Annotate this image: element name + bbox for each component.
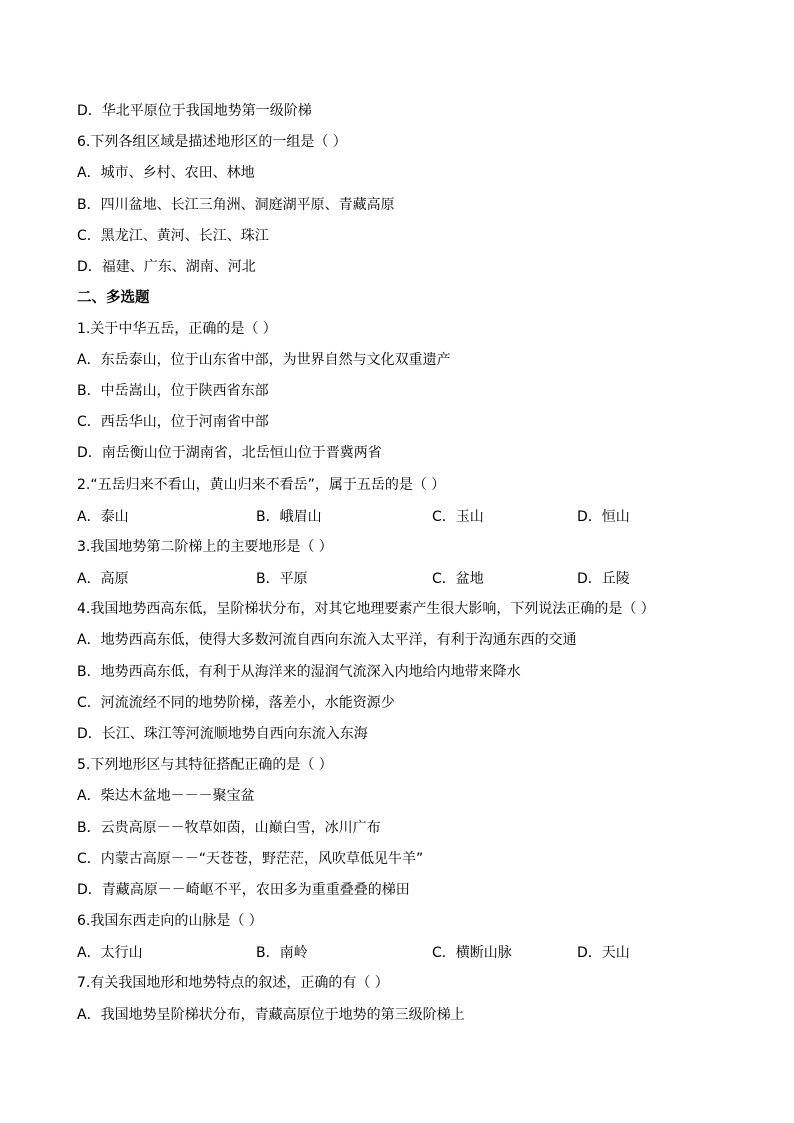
mc6-option-c: C．横断山脉 (432, 945, 512, 961)
mc3-option-b: B．平原 (256, 571, 308, 587)
mc4-option-d: D．长江、珠江等河流顺地势自西向东流入东海 (77, 726, 368, 742)
mc2-option-a: A．泰山 (77, 509, 129, 525)
mc-question-5: 5.下列地形区与其特征搭配正确的是（ ） (77, 757, 333, 773)
mc2-option-c: C．玉山 (432, 509, 484, 525)
mc3-option-a: A．高原 (77, 571, 129, 587)
question-6: 6.下列各组区域是描述地形区的一组是（ ） (77, 134, 347, 150)
q6-option-b: B．四川盆地、长江三角洲、洞庭湖平原、青藏高原 (77, 197, 395, 213)
mc2-option-d: D．恒山 (577, 509, 630, 525)
mc3-option-d: D．丘陵 (577, 571, 630, 587)
mc4-option-a: A．地势西高东低，使得大多数河流自西向东流入太平洋，有利于沟通东西的交通 (77, 632, 577, 648)
mc-question-1: 1.关于中华五岳，正确的是（ ） (77, 321, 277, 337)
mc-question-7: 7.有关我国地形和地势特点的叙述，正确的有（ ） (77, 975, 389, 991)
mc-question-6: 6.我国东西走向的山脉是（ ） (77, 913, 263, 929)
mc6-option-a: A．太行山 (77, 945, 143, 961)
mc1-option-b: B．中岳嵩山，位于陕西省东部 (77, 383, 269, 399)
mc3-option-c: C．盆地 (432, 571, 484, 587)
mc1-option-d: D．南岳衡山位于湖南省，北岳恒山位于晋冀两省 (77, 445, 382, 461)
section-heading-multiple-choice: 二、多选题 (77, 290, 150, 306)
mc-question-3: 3.我国地势第二阶梯上的主要地形是（ ） (77, 539, 333, 555)
mc-question-4: 4.我国地势西高东低，呈阶梯状分布，对其它地理要素产生很大影响，下列说法正确的是（ ） (77, 601, 655, 617)
mc5-option-c: C．内蒙古高原－－“天苍苍，野茫茫，风吹草低见牛羊” (77, 851, 424, 867)
q6-option-a: A．城市、乡村、农田、林地 (77, 165, 255, 181)
mc4-option-c: C．河流流经不同的地势阶梯，落差小，水能资源少 (77, 695, 395, 711)
mc6-option-b: B．南岭 (256, 945, 308, 961)
mc1-option-c: C．西岳华山，位于河南省中部 (77, 414, 269, 430)
q5-option-d: D．华北平原位于我国地势第一级阶梯 (77, 103, 312, 119)
mc5-option-a: A．柴达木盆地－－－聚宝盆 (77, 788, 255, 804)
mc5-option-d: D．青藏高原－－崎岖不平，农田多为重重叠叠的梯田 (77, 882, 410, 898)
mc5-option-b: B．云贵高原－－牧草如茵，山巅白雪，冰川广布 (77, 820, 381, 836)
q6-option-d: D．福建、广东、湖南、河北 (77, 259, 256, 275)
q6-option-c: C．黑龙江、黄河、长江、珠江 (77, 228, 269, 244)
mc2-option-b: B．峨眉山 (256, 509, 322, 525)
mc-question-2: 2.“五岳归来不看山，黄山归来不看岳”，属于五岳的是（ ） (77, 477, 446, 493)
mc1-option-a: A．东岳泰山，位于山东省中部，为世界自然与文化双重遗产 (77, 352, 451, 368)
mc4-option-b: B．地势西高东低，有利于从海洋来的湿润气流深入内地给内地带来降水 (77, 664, 521, 680)
mc7-option-a: A．我国地势呈阶梯状分布，青藏高原位于地势的第三级阶梯上 (77, 1007, 465, 1023)
mc6-option-d: D．天山 (577, 945, 630, 961)
